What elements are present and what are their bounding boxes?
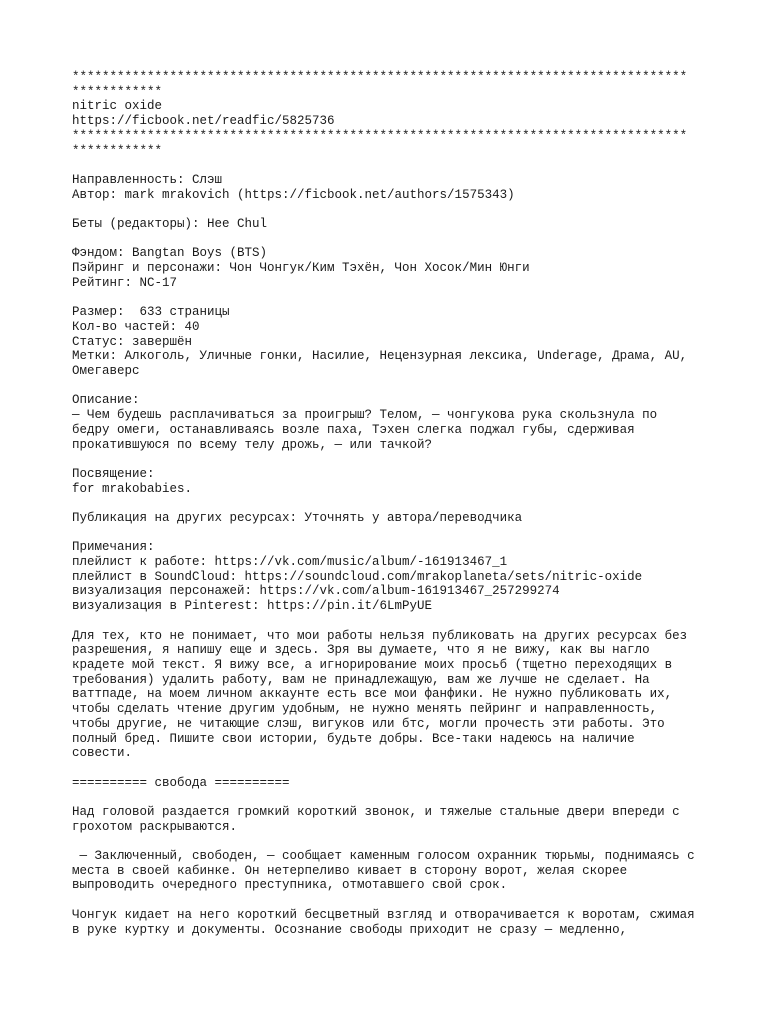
author-note-text: требования) удалить работу, вам не принадлежащую, вам же лучше не сделает. На	[72, 672, 650, 687]
asterisk-rule: **********************************************************************************	[72, 128, 688, 143]
dedication-label: Посвящение:	[72, 466, 155, 481]
story-text: Над головой раздается громкий короткий звонок, и тяжелые стальные двери впереди с	[72, 804, 680, 819]
asterisk-rule-continuation: ************	[72, 143, 163, 158]
publication-note: Публикация на других ресурсах: Уточнять у автора/переводчика	[72, 510, 523, 525]
document-page	[72, 70, 712, 937]
description-text: бедру омеги, останавливаясь возле паха, Тэхен слегка поджал губы, сдерживая	[72, 422, 635, 437]
description-label: Описание:	[72, 393, 140, 408]
meta-rating: Рейтинг: NC-17	[72, 275, 178, 290]
meta-status: Статус: завершён	[72, 334, 193, 349]
description-section	[72, 393, 712, 452]
spacer	[72, 834, 712, 849]
notes-soundcloud: плейлист в SoundCloud: https://soundcloud.com/mrakoplaneta/sets/nitric-oxide	[72, 569, 643, 584]
asterisk-rule: **********************************************************************************	[72, 70, 688, 84]
publication-section	[72, 511, 712, 526]
work-metadata	[72, 173, 712, 379]
spacer	[72, 202, 712, 217]
story-text: грохотом раскрываются.	[72, 819, 238, 834]
author-note-text: ваттпаде, на моем личном аккаунте есть все мои фанфики. Не нужно публиковать их,	[72, 687, 673, 702]
meta-parts: Кол-во частей: 40	[72, 319, 200, 334]
asterisk-rule-continuation: ************	[72, 84, 163, 99]
meta-direction: Направленность: Слэш	[72, 172, 223, 187]
story-text: Чонгук кидает на него короткий бесцветный взгляд и отворачивается к воротам, сжимая	[72, 907, 695, 922]
story-text: — Заключенный, свободен, — сообщает каменным голосом охранник тюрьмы, поднимаясь с	[72, 849, 695, 864]
author-note-text: чтобы другие, не читающие слэш, вигуков или бтс, могли прочесть эти работы. Это	[72, 716, 665, 731]
spacer	[72, 232, 712, 247]
story-text: выпроводить очередного преступника, отмотавшего свой срок.	[72, 878, 508, 893]
notes-playlist: плейлист к работе: https://vk.com/music/album/-161913467_1	[72, 555, 508, 570]
spacer	[72, 291, 712, 306]
spacer	[72, 379, 712, 394]
author-note-text: разрешения, я напишу еще и здесь. Зря вы думаете, что я не вижу, как вы нагло	[72, 643, 650, 658]
document-header	[72, 70, 712, 158]
notes-label: Примечания:	[72, 540, 155, 555]
author-note-section	[72, 629, 712, 761]
notes-section	[72, 540, 712, 614]
story-paragraph	[72, 849, 712, 893]
spacer	[72, 158, 712, 173]
meta-pairing: Пэйринг и персонажи: Чон Чонгук/Ким Тэхён, Чон Хосок/Мин Юнги	[72, 261, 530, 276]
spacer	[72, 496, 712, 511]
meta-author: Автор: mark mrakovich (https://ficbook.net/authors/1575343)	[72, 187, 515, 202]
meta-size: Размер: 633 страницы	[72, 305, 230, 320]
chapter-title: ========== свобода ==========	[72, 775, 290, 790]
spacer	[72, 526, 712, 541]
description-text: — Чем будешь расплачиваться за проигрыш? Телом, — чонгукова рука скользнула по	[72, 408, 658, 423]
author-note-text: крадете мой текст. Я вижу все, а игнорирование моих просьб (тщетно переходящих в	[72, 657, 673, 672]
author-note-text: полный бред. Пишите свои истории, будьте добры. Все-таки надеюсь на наличие	[72, 731, 635, 746]
spacer	[72, 893, 712, 908]
notes-characters: визуализация персонажей: https://vk.com/album-161913467_257299274	[72, 584, 560, 599]
dedication-text: for mrakobabies.	[72, 481, 193, 496]
description-text: прокатившуюся по всему телу дрожь, — или тачкой?	[72, 437, 433, 452]
author-note-text: чтобы сделать чтение другим удобным, не нужно менять пейринг и направленность,	[72, 702, 658, 717]
story-text: в руке куртку и документы. Осознание свободы приходит не сразу — медленно,	[72, 922, 628, 937]
spacer	[72, 761, 712, 776]
meta-fandom: Фэндом: Bangtan Boys (BTS)	[72, 246, 268, 261]
spacer	[72, 614, 712, 629]
story-paragraph	[72, 805, 712, 834]
author-note-text: Для тех, кто не понимает, что мои работы нельзя публиковать на других ресурсах без	[72, 628, 688, 643]
author-note-text: совести.	[72, 746, 133, 761]
work-title: nitric oxide	[72, 99, 163, 114]
meta-tags: Метки: Алкоголь, Уличные гонки, Насилие, Нецензурная лексика, Underage, Драма, AU,	[72, 349, 688, 364]
story-paragraph	[72, 908, 712, 937]
meta-betas: Беты (редакторы): Hee Chul	[72, 217, 268, 231]
work-url: https://ficbook.net/readfic/5825736	[72, 114, 335, 129]
spacer	[72, 452, 712, 467]
dedication-section	[72, 467, 712, 496]
spacer	[72, 790, 712, 805]
meta-tags-continuation: Омегаверс	[72, 364, 140, 378]
story-text: места в своей кабинке. Он нетерпеливо кивает в сторону ворот, желая скорее	[72, 863, 628, 878]
notes-pinterest: визуализация в Pinterest: https://pin.it/6LmPyUE	[72, 599, 433, 614]
